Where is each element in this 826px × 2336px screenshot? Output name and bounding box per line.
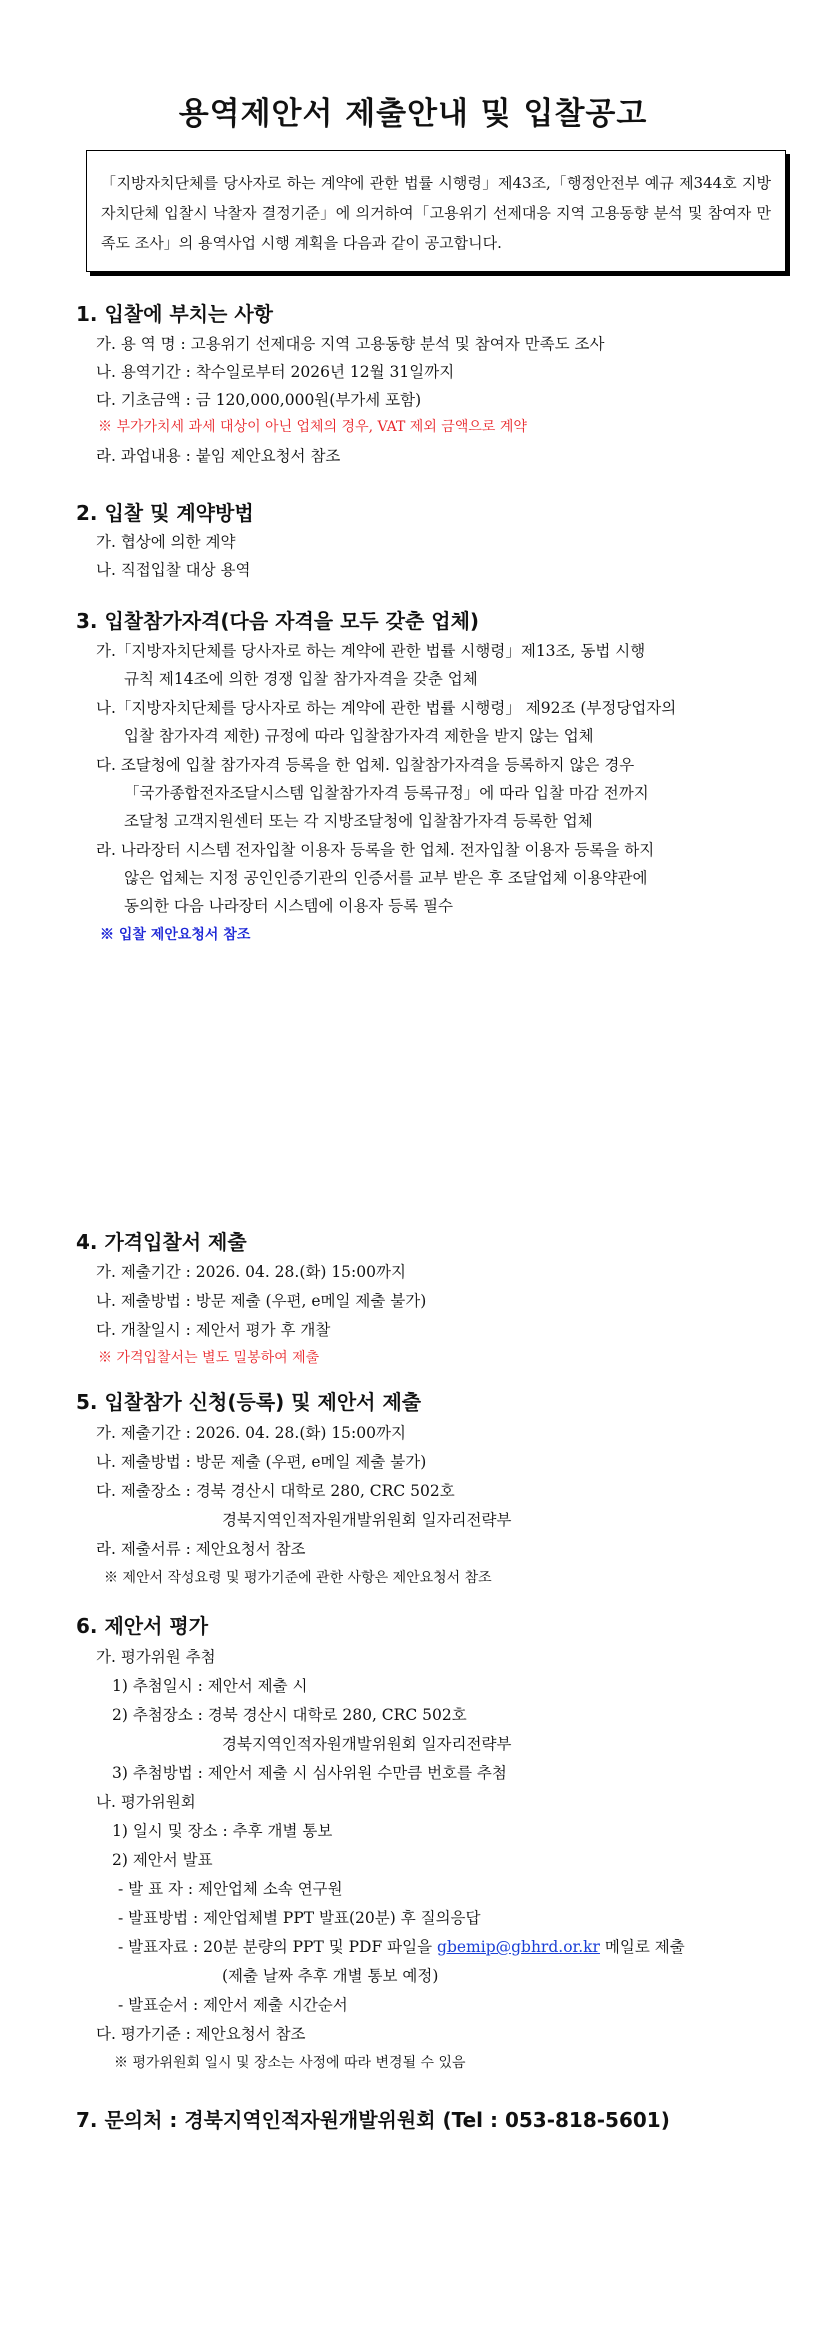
- service-name: 가. 용 역 명 : 고용위기 선제대응 지역 고용동향 분석 및 참여자 만족도 조사: [96, 335, 605, 353]
- contact-heading: 7. 문의처 : 경북지역인적자원개발위원회 (Tel : 053-818-5601): [76, 2108, 670, 2132]
- proposal-documents: 라. 제출서류 : 제안요청서 참조: [96, 1540, 306, 1558]
- qualification-c-line1: 다. 조달청에 입찰 참가자격 등록을 한 업체. 입찰참가자격을 등록하지 않은 경우: [96, 756, 635, 774]
- contract-method-a: 가. 협상에 의한 계약: [96, 533, 236, 551]
- vat-note: ※ 부가가치세 과세 대상이 아닌 업체의 경우, VAT 제외 금액으로 계약: [98, 419, 527, 435]
- service-period: 나. 용역기간 : 착수일로부터 2026년 12월 31일까지: [96, 363, 455, 381]
- section-1-heading: 1. 입찰에 부치는 사항: [76, 302, 273, 326]
- qualification-c-line2: 「국가종합전자조달시스템 입찰참가자격 등록규정」에 따라 입찰 마감 전까지: [124, 784, 649, 802]
- presentation-method: - 발표방법 : 제안업체별 PPT 발표(20분) 후 질의응답: [118, 1909, 481, 1927]
- qualification-d-line1: 라. 나라장터 시스템 전자입찰 이용자 등록을 한 업체. 전자입찰 이용자 등록을 하지: [96, 841, 655, 859]
- qualification-d-line2: 않은 업체는 지정 공인인증기관의 인증서를 교부 받은 후 조달업체 이용약관에: [124, 869, 648, 887]
- bid-opening: 다. 개찰일시 : 제안서 평가 후 개찰: [96, 1321, 331, 1339]
- contract-method-b: 나. 직접입찰 대상 용역: [96, 561, 251, 579]
- presentation-materials: [118, 1935, 685, 1957]
- price-bid-method: 나. 제출방법 : 방문 제출 (우편, e메일 제출 불가): [96, 1292, 427, 1310]
- draw-date: 1) 추첨일시 : 제안서 제출 시: [112, 1677, 308, 1695]
- qualification-c-line3: 조달청 고객지원센터 또는 각 지방조달청에 입찰참가자격 등록한 업체: [124, 812, 593, 830]
- section-2-heading: 2. 입찰 및 계약방법: [76, 501, 254, 525]
- notice-box: 「지방자치단체를 당사자로 하는 계약에 관한 법률 시행령」제43조,「행정안전부 예규 제344호 지방자치단체 입찰시 낙찰자 결정기준」에 의거하여「고용위기 선제대응 지역 고용동향 분석 및 참여자 만족도 조사」의 용역사업 시행 계획을 다음과 같이 공고합니다.: [86, 150, 786, 272]
- submission-date-note: (제출 날짜 추후 개별 통보 예정): [222, 1967, 439, 1985]
- proposal-method: 나. 제출방법 : 방문 제출 (우편, e메일 제출 불가): [96, 1453, 427, 1471]
- section-4-heading: 4. 가격입찰서 제출: [76, 1230, 247, 1254]
- sealed-bid-note: ※ 가격입찰서는 별도 밀봉하여 제출: [98, 1350, 320, 1366]
- qualification-a-line2: 규칙 제14조에 의한 경쟁 입찰 참가자격을 갖춘 업체: [124, 670, 478, 688]
- presenter: - 발 표 자 : 제안업체 소속 연구원: [118, 1880, 343, 1898]
- draw-place-line2: 경북지역인적자원개발위원회 일자리전략부: [222, 1735, 512, 1753]
- draw-method: 3) 추첨방법 : 제안서 제출 시 심사위원 수만큼 번호를 추첨: [112, 1764, 507, 1782]
- proposal-period: 가. 제출기간 : 2026. 04. 28.(화) 15:00까지: [96, 1424, 406, 1442]
- schedule-change-note: ※ 평가위원회 일시 및 장소는 사정에 따라 변경될 수 있음: [114, 2055, 466, 2071]
- task-content: 라. 과업내용 : 붙임 제안요청서 참조: [96, 447, 341, 465]
- evaluator-draw: 가. 평가위원 추첨: [96, 1648, 216, 1666]
- proposal-place-line1: 다. 제출장소 : 경북 경산시 대학로 280, CRC 502호: [96, 1482, 455, 1500]
- materials-text: - 발표자료 : 20분 분량의 PPT 및 PDF 파일을: [118, 1938, 438, 1956]
- section-3-heading: 3. 입찰참가자격(다음 자격을 모두 갖춘 업체): [76, 609, 480, 633]
- committee-schedule: 1) 일시 및 장소 : 추후 개별 통보: [112, 1822, 333, 1840]
- evaluation-criteria: 다. 평가기준 : 제안요청서 참조: [96, 2025, 306, 2043]
- qualification-b-line1: 나.「지방자치단체를 당사자로 하는 계약에 관한 법률 시행령」 제92조 (부정당업자의: [96, 699, 677, 717]
- price-bid-period: 가. 제출기간 : 2026. 04. 28.(화) 15:00까지: [96, 1263, 406, 1281]
- page-title: 용역제안서 제출안내 및 입찰공고: [178, 96, 648, 132]
- proposal-presentation: 2) 제안서 발표: [112, 1851, 213, 1869]
- rfp-reference-note: ※ 입찰 제안요청서 참조: [100, 927, 251, 943]
- email-link[interactable]: gbemip@gbhrd.or.kr: [437, 1938, 600, 1956]
- presentation-order: - 발표순서 : 제안서 제출 시간순서: [118, 1996, 348, 2014]
- qualification-d-line3: 동의한 다음 나라장터 시스템에 이용자 등록 필수: [124, 897, 454, 915]
- proposal-place-line2: 경북지역인적자원개발위원회 일자리전략부: [222, 1511, 512, 1529]
- qualification-a-line1: 가.「지방자치단체를 당사자로 하는 계약에 관한 법률 시행령」제13조, 동법 시행: [96, 642, 646, 660]
- draw-place-line1: 2) 추첨장소 : 경북 경산시 대학로 280, CRC 502호: [112, 1706, 467, 1724]
- section-5-heading: 5. 입찰참가 신청(등록) 및 제안서 제출: [76, 1390, 422, 1414]
- section-6-heading: 6. 제안서 평가: [76, 1614, 209, 1638]
- base-price: 다. 기초금액 : 금 120,000,000원(부가세 포함): [96, 391, 422, 409]
- evaluation-committee: 나. 평가위원회: [96, 1793, 196, 1811]
- proposal-guideline-note: ※ 제안서 작성요령 및 평가기준에 관한 사항은 제안요청서 참조: [104, 1570, 492, 1586]
- materials-suffix: 메일로 제출: [599, 1938, 685, 1956]
- qualification-b-line2: 입찰 참가자격 제한) 규정에 따라 입찰참가자격 제한을 받지 않는 업체: [124, 727, 594, 745]
